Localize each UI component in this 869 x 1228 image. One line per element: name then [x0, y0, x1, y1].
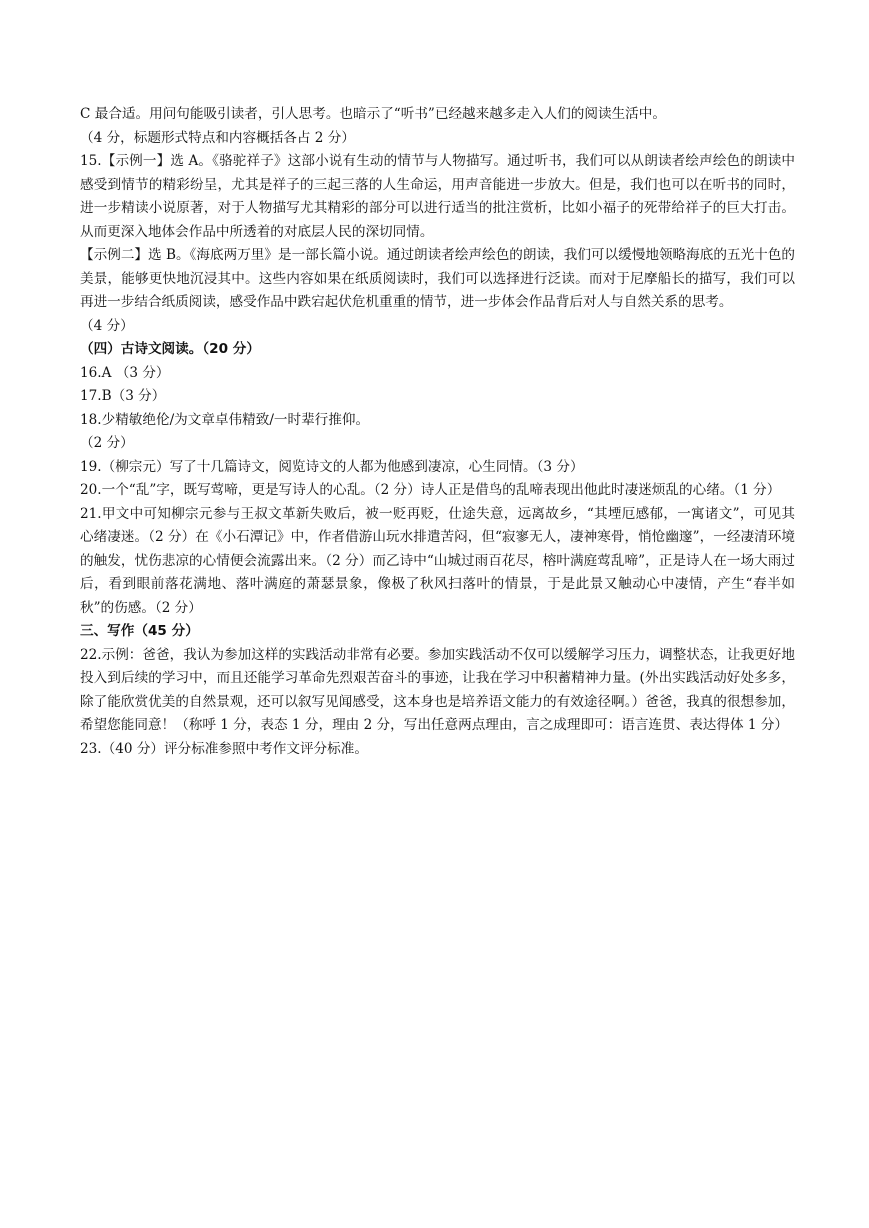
answer-17: 17.B（3 分）: [80, 388, 166, 404]
answer-15-score-note: （4 分）: [80, 317, 134, 334]
answer-19: 19.（柳宗元）写了十几篇诗文，阅览诗文的人都为他感到凄凉，心生同情。（3 分）: [80, 458, 584, 475]
answer-21: 21.甲文中可知柳宗元参与王叔文革新失败后，被一贬再贬，仕途失意，远离故乡，“其堙厄感郁，一寓诸文”，可见其心绪凄迷。（2 分）在《小石潭记》中，作者借游山玩水排遣苦闷，但“寂寥无人，凄神寒骨，悄怆幽邃”，一经凄清环境的触发，忧伤悲凉的心情便会流露出来。（2 分）而乙诗中“山城过雨百花尽，榕叶满庭莺乱啼”，正是诗人在一场大雨过后，看到眼前落花满地、落叶满庭的萧瑟景象，像极了秋风扫落叶的情景，于是此景又触动心中凄情，产生“春半如秋”的伤感。（2 分）: [80, 505, 795, 616]
answer-14-conclusion: C 最合适。用问句能吸引读者，引人思考。也暗示了“听书”已经越来越多走入人们的阅读生活中。: [80, 106, 666, 122]
answer-16: 16.A （3 分）: [80, 364, 170, 381]
answer-22: 22.示例：爸爸，我认为参加这样的实践活动非常有必要。参加实践活动不仅可以缓解学习压力，调整状态，让我更好地投入到后续的学习中，而且还能学习革命先烈艰苦奋斗的事迹，让我在学习中积蓄精神力量。(外出实践活动好处多多，除了能欣赏优美的自然景观，还可以叙写见闻感受，这本身也是培养语文能力的有效途径啊。）爸爸，我真的很想参加，希望您能同意！（称呼 1 分，表态 1 分，理由 2 分，写出任意两点理由，言之成理即可：语言连贯、表达得体 1 分）: [80, 646, 795, 733]
answer-15-example-1: 15.【示例一】选 A。《骆驼祥子》这部小说有生动的情节与人物描写。通过听书，我们可以从朗读者绘声绘色的朗读中感受到情节的精彩纷呈，尤其是祥子的三起三落的人生命运，用声音能进一步放大。但是，我们也可以在听书的同时，进一步精读小说原著，对于人物描写尤其精彩的部分可以进行适当的批注赏析，比如小福子的死带给祥子的巨大打击。从而更深入地体会作品中所透着的对底层人民的深切同情。: [80, 153, 795, 240]
answer-18-score-note: （2 分）: [80, 435, 134, 451]
answer-18: 18.少精敏绝伦/为文章卓伟精致/一时辈行推仰。: [80, 411, 370, 428]
answer-23: 23.（40 分）评分标准参照中考作文评分标准。: [80, 740, 368, 757]
answer-20: 20.一个“乱”字，既写莺啼，更是写诗人的心乱。（2 分）诗人正是借鸟的乱啼表现出他此时凄迷烦乱的心绪。（1 分）: [80, 482, 781, 498]
answer-14-score-note: （4 分，标题形式特点和内容概括各占 2 分）: [80, 129, 355, 146]
answer-15-example-2: 【示例二】选 B。《海底两万里》是一部长篇小说。通过朗读者绘声绘色的朗读，我们可以缓慢地领略海底的五光十色的美景，能够更快地沉浸其中。这些内容如果在纸质阅读时，我们可以选择进行泛读。而对于尼摩船长的描写，我们可以再进一步结合纸质阅读，感受作品中跌宕起伏危机重重的情节，进一步体会作品背后对人与自然关系的思考。: [80, 247, 795, 310]
section-heading-classical-reading: （四）古诗文阅读。（20 分）: [80, 341, 260, 357]
section-heading-writing: 三、写作（45 分）: [80, 623, 199, 639]
answer-key-page: [80, 103, 795, 761]
